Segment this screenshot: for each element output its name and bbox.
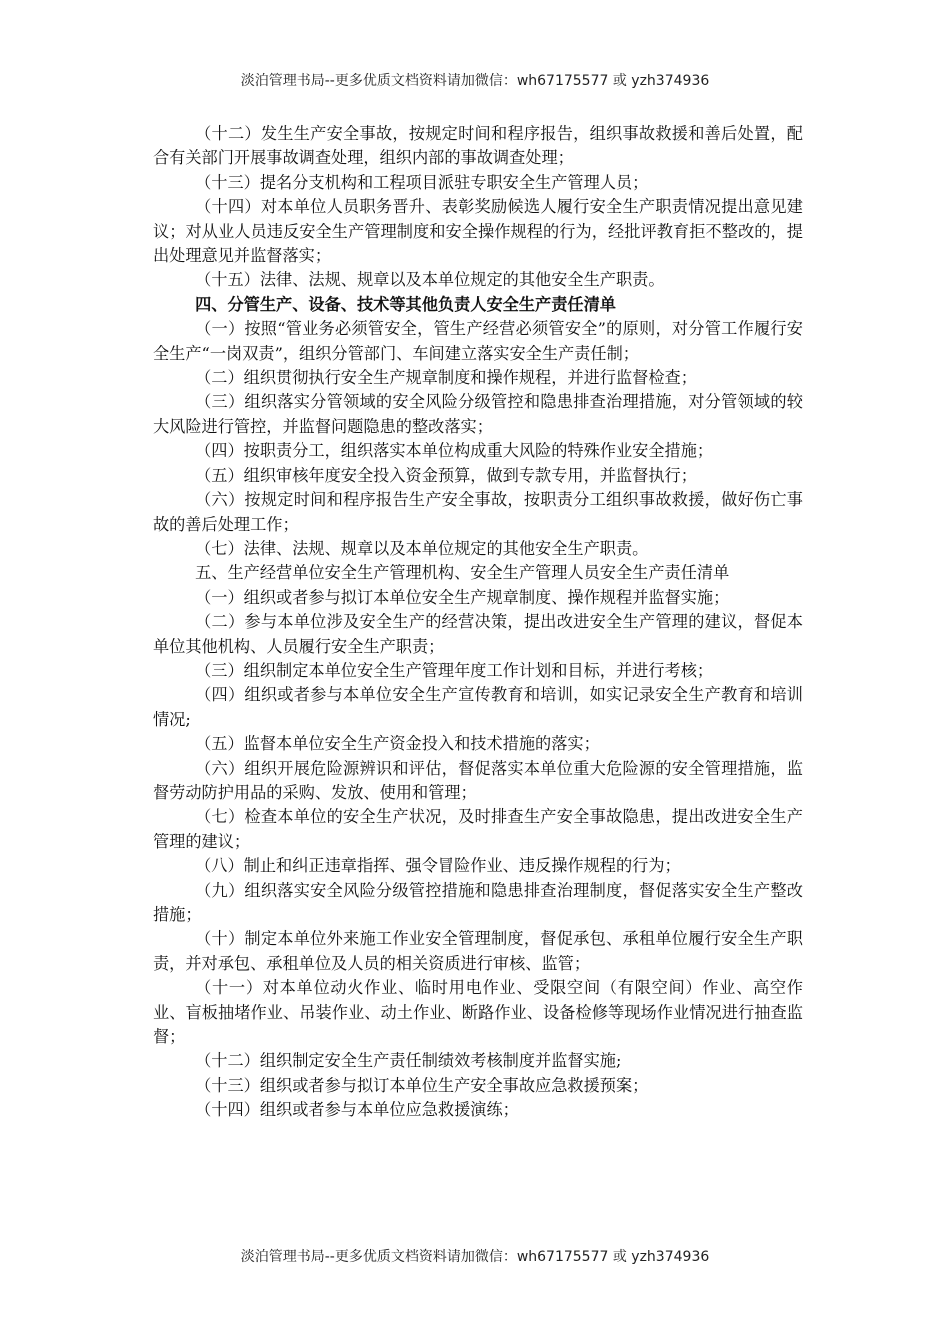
paragraph: （五）监督本单位安全生产资金投入和技术措施的落实；: [195, 734, 600, 754]
paragraph: （九）组织落实安全风险分级管控措施和隐患排查治理制度，督促落实安全生产整改措施；: [153, 880, 803, 924]
paragraph: （六）组织开展危险源辨识和评估，督促落实本单位重大危险源的安全管理措施，监督劳动防护用品的采购、发放、使用和管理；: [153, 758, 803, 802]
paragraph: （一）按照“管业务必须管安全，管生产经营必须管安全”的原则，对分管工作履行安全生产“一岗双责”，组织分管部门、车间建立落实安全生产责任制；: [153, 319, 803, 363]
paragraph: （四）按职责分工，组织落实本单位构成重大风险的特殊作业安全措施；: [195, 441, 714, 461]
paragraph: （十三）组织或者参与拟订本单位生产安全事故应急救援预案；: [195, 1075, 649, 1095]
paragraph: （五）组织审核年度安全投入资金预算，做到专款专用，并监督执行；: [195, 465, 697, 485]
paragraph: （三）组织制定本单位安全生产管理年度工作计划和目标，并进行考核；: [195, 660, 714, 680]
paragraph: （二）参与本单位涉及安全生产的经营决策，提出改进安全生产管理的建议，督促本单位其他机构、人员履行安全生产职责；: [153, 612, 803, 656]
paragraph: （六）按规定时间和程序报告生产安全事故，按职责分工组织事故救援，做好伤亡事故的善后处理工作；: [153, 490, 803, 534]
page-footer: 淡泊管理书局--更多优质文档资料请加微信：wh67175577 或 yzh374936: [240, 1249, 710, 1265]
paragraph: （八）制止和纠正违章指挥、强令冒险作业、违反操作规程的行为；: [195, 856, 681, 876]
document-body: [153, 122, 803, 1123]
paragraph: （十三）提名分支机构和工程项目派驻专职安全生产管理人员；: [195, 172, 649, 192]
paragraph: （七）法律、法规、规章以及本单位规定的其他安全生产职责。: [195, 538, 649, 558]
paragraph: （十一）对本单位动火作业、临时用电作业、受限空间（有限空间）作业、高空作业、盲板抽堵作业、吊装作业、动土作业、断路作业、设备检修等现场作业情况进行抽查监督；: [153, 978, 803, 1047]
paragraph: （二）组织贯彻执行安全生产规章制度和操作规程，并进行监督检查；: [195, 368, 697, 388]
paragraph: （十）制定本单位外来施工作业安全管理制度，督促承包、承租单位履行安全生产职责，并对承包、承租单位及人员的相关资质进行审核、监管；: [153, 929, 803, 973]
paragraph: （四）组织或者参与本单位安全生产宣传教育和培训，如实记录安全生产教育和培训情况;: [153, 685, 803, 729]
paragraph: （三）组织落实分管领域的安全风险分级管控和隐患排查治理措施，对分管领域的较大风险进行管控，并监督问题隐患的整改落实；: [153, 392, 803, 436]
section-heading: 四、分管生产、设备、技术等其他负责人安全生产责任清单: [195, 294, 616, 314]
section-heading: 五、生产经营单位安全生产管理机构、安全生产管理人员安全生产责任清单: [195, 563, 730, 583]
paragraph: （十四）对本单位人员职务晋升、表彰奖励候选人履行安全生产职责情况提出意见建议；对从业人员违反安全生产管理制度和安全操作规程的行为，经批评教育拒不整改的，提出处理意见并监督落实；: [153, 197, 803, 266]
page-header: 淡泊管理书局--更多优质文档资料请加微信：wh67175577 或 yzh374936: [240, 73, 710, 89]
paragraph: （七）检查本单位的安全生产状况，及时排查生产安全事故隐患，提出改进安全生产管理的建议；: [153, 807, 803, 851]
paragraph: （一）组织或者参与拟订本单位安全生产规章制度、操作规程并监督实施；: [195, 587, 730, 607]
paragraph: （十四）组织或者参与本单位应急救援演练；: [195, 1100, 519, 1120]
paragraph: （十五）法律、法规、规章以及本单位规定的其他安全生产职责。: [195, 270, 665, 290]
paragraph: （十二）发生生产安全事故，按规定时间和程序报告，组织事故救援和善后处置，配合有关部门开展事故调查处理，组织内部的事故调查处理；: [153, 124, 803, 168]
paragraph: （十二）组织制定安全生产责任制绩效考核制度并监督实施;: [195, 1051, 622, 1071]
